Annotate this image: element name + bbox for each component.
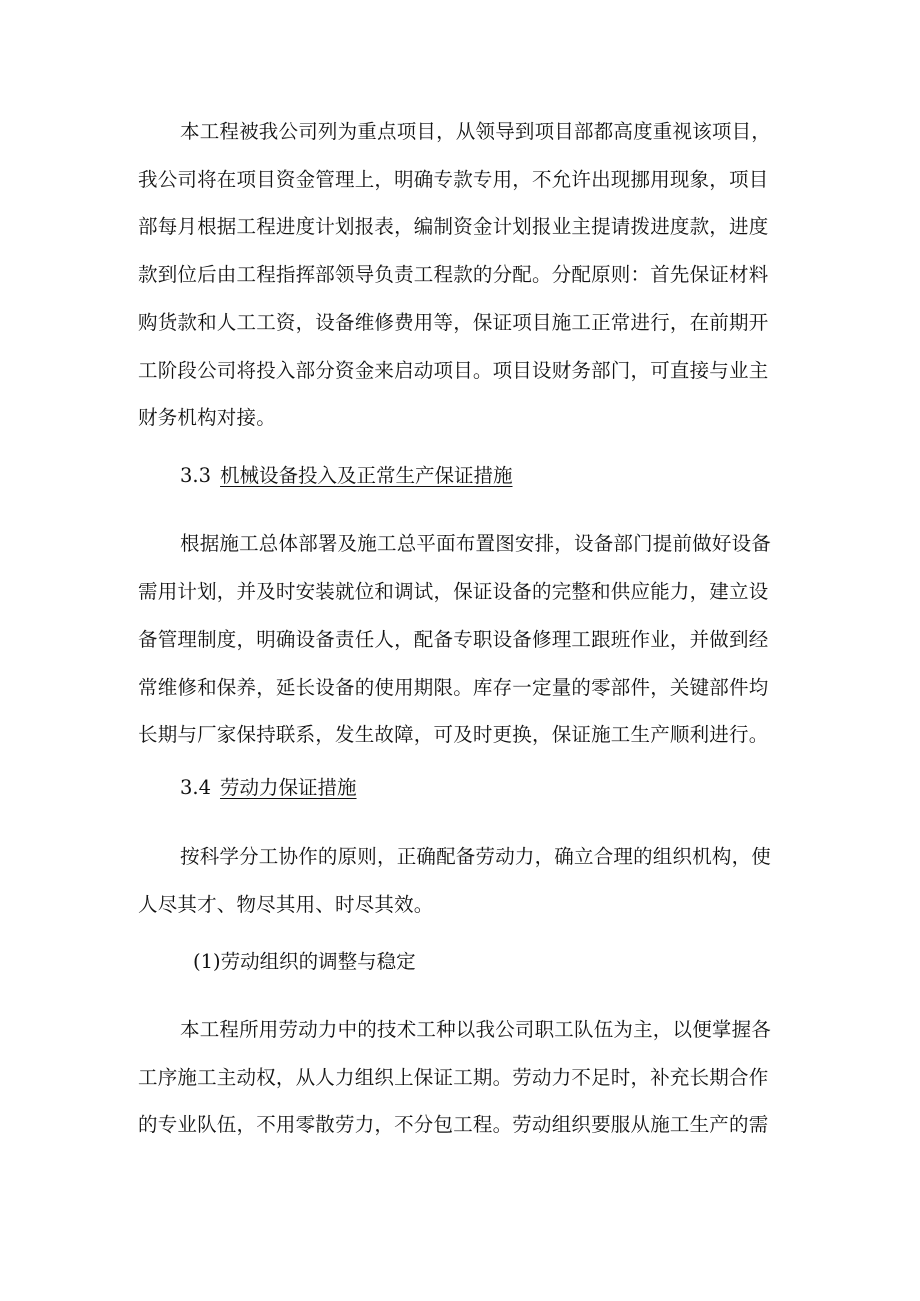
section-title: 机械设备投入及正常生产保证措施 bbox=[220, 464, 513, 487]
paragraph-line: 本工程所用劳动力中的技术工种以我公司职工队伍为主，以便掌握各 bbox=[180, 1018, 772, 1041]
paragraph-line: 工序施工主动权，从人力组织上保证工期。劳动力不足时，补充长期合作 bbox=[138, 1066, 769, 1089]
paragraph-line: 长期与厂家保持联系，发生故障，可及时更换，保证施工生产顺利进行。 bbox=[138, 723, 769, 746]
subsection-heading: (1)劳动组织的调整与稳定 bbox=[193, 950, 416, 973]
section-heading-3-4 bbox=[180, 778, 357, 798]
paragraph-line: 常维修和保养，延长设备的使用期限。库存一定量的零部件，关键部件均 bbox=[138, 676, 769, 699]
section-number: 3.3 bbox=[180, 464, 212, 487]
section-number: 3.4 bbox=[180, 776, 212, 799]
paragraph-line: 我公司将在项目资金管理上，明确专款专用，不允许出现挪用现象，项目 bbox=[138, 168, 769, 191]
paragraph-line: 需用计划，并及时安装就位和调试，保证设备的完整和供应能力，建立设 bbox=[138, 580, 769, 603]
paragraph-line: 备管理制度，明确设备责任人，配备专职设备修理工跟班作业，并做到经 bbox=[138, 628, 769, 651]
paragraph-line: 款到位后由工程指挥部领导负责工程款的分配。分配原则：首先保证材料 bbox=[138, 263, 769, 286]
paragraph-line: 工阶段公司将投入部分资金来启动项目。项目设财务部门，可直接与业主 bbox=[138, 359, 769, 382]
paragraph-line: 按科学分工协作的原则，正确配备劳动力，确立合理的组织机构，使 bbox=[180, 845, 772, 868]
paragraph-line: 部每月根据工程进度计划报表，编制资金计划报业主提请拨进度款，进度 bbox=[138, 215, 769, 238]
paragraph-line: 购货款和人工工资，设备维修费用等，保证项目施工正常进行，在前期开 bbox=[138, 311, 769, 334]
section-title: 劳动力保证措施 bbox=[220, 776, 357, 799]
paragraph-line: 根据施工总体部署及施工总平面布置图安排，设备部门提前做好设备 bbox=[180, 532, 772, 555]
paragraph-line: 的专业队伍，不用零散劳力，不分包工程。劳动组织要服从施工生产的需 bbox=[138, 1113, 769, 1136]
paragraph-line: 人尽其才、物尽其用、时尽其效。 bbox=[138, 893, 434, 916]
paragraph-line: 财务机构对接。 bbox=[138, 406, 276, 429]
section-heading-3-3 bbox=[180, 466, 513, 486]
paragraph-line: 本工程被我公司列为重点项目，从领导到项目部都高度重视该项目， bbox=[180, 120, 772, 143]
